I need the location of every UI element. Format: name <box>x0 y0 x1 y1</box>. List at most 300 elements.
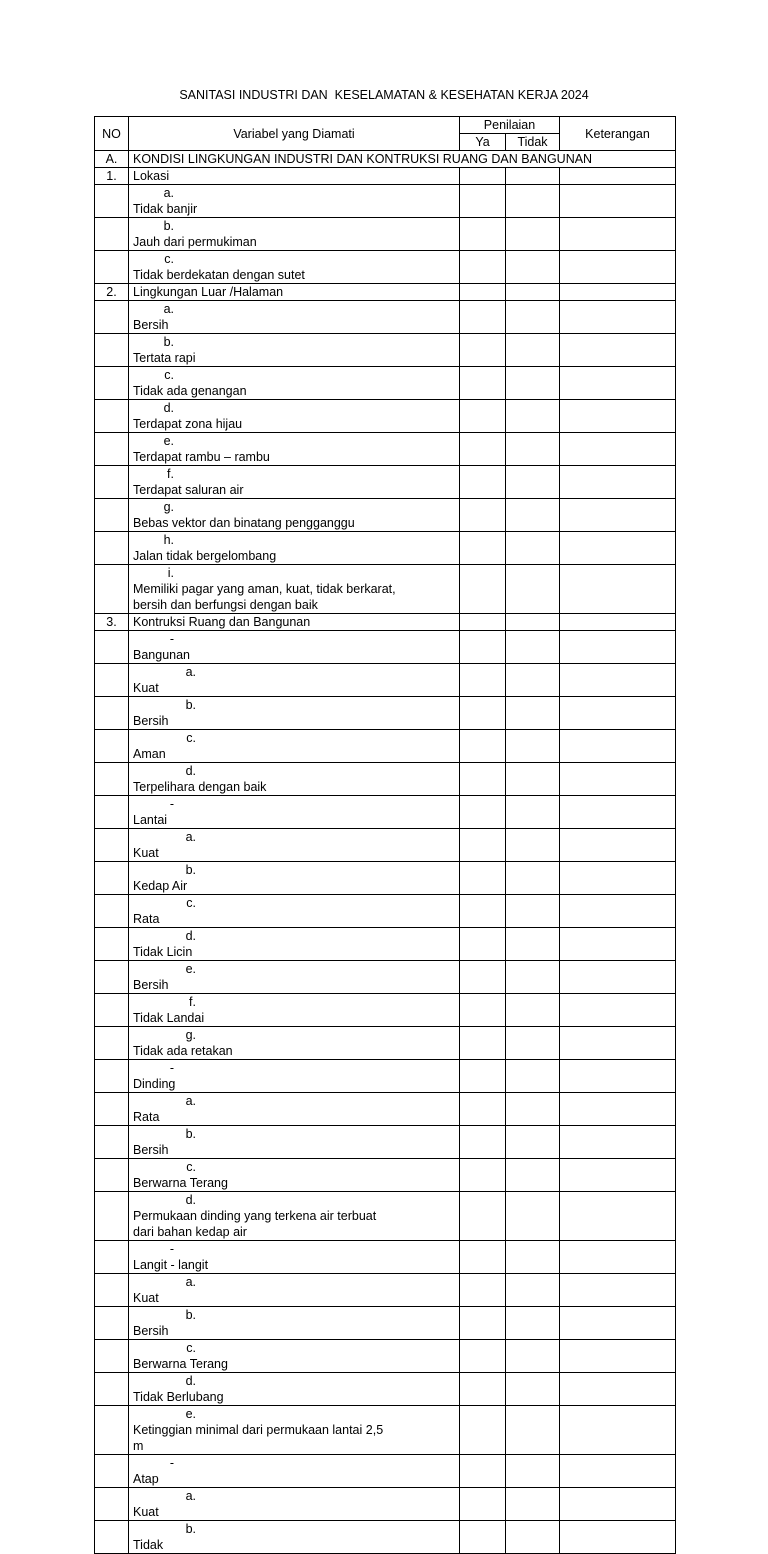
row-number <box>95 218 129 251</box>
table-row <box>95 532 676 565</box>
tidak-cell[interactable] <box>506 664 560 697</box>
keterangan-cell[interactable] <box>560 1521 676 1554</box>
tidak-cell[interactable] <box>506 631 560 664</box>
row-number <box>95 664 129 697</box>
row-number <box>95 565 129 614</box>
checklist-body <box>95 151 676 1554</box>
ya-cell[interactable] <box>460 1406 506 1455</box>
ya-cell[interactable] <box>460 251 506 284</box>
tidak-cell[interactable] <box>506 400 560 433</box>
item-cell <box>129 829 460 862</box>
document-title: SANITASI INDUSTRI DAN KESELAMATAN & KESEHATAN KERJA 2024 <box>179 88 589 102</box>
row-number <box>95 994 129 1027</box>
list-item-text: Rata <box>133 912 160 926</box>
table-row <box>95 301 676 334</box>
list-marker: c. <box>186 896 196 910</box>
ya-cell[interactable] <box>460 1340 506 1373</box>
keterangan-cell[interactable] <box>560 565 676 614</box>
list-marker: c. <box>186 1160 196 1174</box>
keterangan-cell[interactable] <box>560 168 676 185</box>
tidak-cell[interactable] <box>506 763 560 796</box>
ya-cell[interactable] <box>460 1027 506 1060</box>
keterangan-cell[interactable] <box>560 631 676 664</box>
tidak-cell[interactable] <box>506 1027 560 1060</box>
list-item-text: Terdapat zona hijau <box>133 417 243 431</box>
row-number: 1. <box>95 168 129 185</box>
keterangan-cell[interactable] <box>560 466 676 499</box>
table-row <box>95 1406 676 1455</box>
keterangan-cell[interactable] <box>560 928 676 961</box>
tidak-cell[interactable] <box>506 697 560 730</box>
list-item-text: Jauh dari permukiman <box>133 235 257 249</box>
row-number <box>95 1340 129 1373</box>
list-marker: f. <box>167 467 174 481</box>
row-number <box>95 1455 129 1488</box>
row-number: A. <box>95 151 129 168</box>
row-number <box>95 301 129 334</box>
list-marker: - <box>169 797 174 811</box>
table-row <box>95 367 676 400</box>
header-keterangan: Keterangan <box>560 117 676 151</box>
row-number <box>95 697 129 730</box>
list-marker: a. <box>185 665 196 679</box>
ya-cell[interactable] <box>460 433 506 466</box>
item-cell <box>129 928 460 961</box>
list-item-text: Tidak <box>133 1538 164 1552</box>
keterangan-cell[interactable] <box>560 1274 676 1307</box>
item-cell <box>129 400 460 433</box>
keterangan-cell[interactable] <box>560 1373 676 1406</box>
list-marker: b. <box>163 219 174 233</box>
list-marker: b. <box>185 698 196 712</box>
tidak-cell[interactable] <box>506 829 560 862</box>
item-cell <box>129 532 460 565</box>
table-row <box>95 829 676 862</box>
item-cell <box>129 367 460 400</box>
row-number <box>95 185 129 218</box>
list-item-text: Kuat <box>133 1505 159 1519</box>
table-row <box>95 1521 676 1554</box>
keterangan-cell[interactable] <box>560 284 676 301</box>
table-row <box>95 499 676 532</box>
ya-cell[interactable] <box>460 284 506 301</box>
list-item-text: Tertata rapi <box>133 351 196 365</box>
ya-cell[interactable] <box>460 1274 506 1307</box>
tidak-cell[interactable] <box>506 1093 560 1126</box>
table-row <box>95 862 676 895</box>
list-marker: b. <box>185 1522 196 1536</box>
tidak-cell[interactable] <box>506 1521 560 1554</box>
ya-cell[interactable] <box>460 400 506 433</box>
list-item-text: Jalan tidak bergelombang <box>133 549 277 563</box>
item-cell <box>129 1373 460 1406</box>
list-marker: d. <box>185 929 196 943</box>
table-row <box>95 1488 676 1521</box>
tidak-cell[interactable] <box>506 565 560 614</box>
table-row <box>95 1455 676 1488</box>
item-cell <box>129 862 460 895</box>
list-item-text: Tidak Landai <box>133 1011 205 1025</box>
item-cell <box>129 1027 460 1060</box>
table-row <box>95 1192 676 1241</box>
list-item-text: Tidak berdekatan dengan sutet <box>133 268 305 282</box>
ya-cell[interactable] <box>460 1159 506 1192</box>
row-number <box>95 1027 129 1060</box>
list-marker: - <box>169 1242 174 1256</box>
tidak-cell[interactable] <box>506 796 560 829</box>
ya-cell[interactable] <box>460 631 506 664</box>
item-cell <box>129 895 460 928</box>
list-item-text: Terdapat rambu – rambu <box>133 450 270 464</box>
tidak-cell[interactable] <box>506 251 560 284</box>
list-item-text: Kuat <box>133 681 159 695</box>
item-cell <box>129 251 460 284</box>
table-row <box>95 1307 676 1340</box>
keterangan-cell[interactable] <box>560 433 676 466</box>
list-marker: c. <box>186 731 196 745</box>
item-cell <box>129 1126 460 1159</box>
table-row <box>95 151 676 168</box>
table-row <box>95 466 676 499</box>
list-item-text: Memiliki pagar yang aman, kuat, tidak berkarat, bersih dan berfungsi dengan baik <box>133 582 396 612</box>
tidak-cell[interactable] <box>506 499 560 532</box>
list-item-text: Kuat <box>133 1291 159 1305</box>
keterangan-cell[interactable] <box>560 614 676 631</box>
list-marker: b. <box>163 335 174 349</box>
ya-cell[interactable] <box>460 697 506 730</box>
tidak-cell[interactable] <box>506 961 560 994</box>
row-number <box>95 1307 129 1340</box>
tidak-cell[interactable] <box>506 994 560 1027</box>
table-row <box>95 994 676 1027</box>
list-item-text: Dinding <box>133 1077 176 1091</box>
list-marker: c. <box>164 252 174 266</box>
table-row <box>95 614 676 631</box>
ya-cell[interactable] <box>460 928 506 961</box>
ya-cell[interactable] <box>460 1060 506 1093</box>
table-row <box>95 631 676 664</box>
ya-cell[interactable] <box>460 1307 506 1340</box>
row-number: 2. <box>95 284 129 301</box>
ya-cell[interactable] <box>460 1126 506 1159</box>
keterangan-cell[interactable] <box>560 829 676 862</box>
keterangan-cell[interactable] <box>560 499 676 532</box>
list-item-text: Tidak ada genangan <box>133 384 247 398</box>
table-row <box>95 697 676 730</box>
list-item-text: Bersih <box>133 978 169 992</box>
tidak-cell[interactable] <box>506 1307 560 1340</box>
table-row <box>95 334 676 367</box>
keterangan-cell[interactable] <box>560 763 676 796</box>
tidak-cell[interactable] <box>506 1340 560 1373</box>
ya-cell[interactable] <box>460 1192 506 1241</box>
ya-cell[interactable] <box>460 763 506 796</box>
row-number <box>95 862 129 895</box>
keterangan-cell[interactable] <box>560 1307 676 1340</box>
keterangan-cell[interactable] <box>560 961 676 994</box>
tidak-cell[interactable] <box>506 895 560 928</box>
row-number <box>95 763 129 796</box>
table-row <box>95 796 676 829</box>
item-cell <box>129 1192 460 1241</box>
item-cell <box>129 1455 460 1488</box>
row-number <box>95 1093 129 1126</box>
list-item-text: Bersih <box>133 714 169 728</box>
table-row <box>95 218 676 251</box>
list-marker: e. <box>185 1407 196 1421</box>
tidak-cell[interactable] <box>506 1455 560 1488</box>
row-number <box>95 532 129 565</box>
checklist-table <box>94 116 676 1554</box>
item-cell <box>129 961 460 994</box>
row-number <box>95 1192 129 1241</box>
item-cell <box>129 218 460 251</box>
keterangan-cell[interactable] <box>560 334 676 367</box>
header-row <box>95 117 676 134</box>
keterangan-cell[interactable] <box>560 994 676 1027</box>
tidak-cell[interactable] <box>506 284 560 301</box>
ya-cell[interactable] <box>460 895 506 928</box>
keterangan-cell[interactable] <box>560 796 676 829</box>
list-item-text: Aman <box>133 747 166 761</box>
tidak-cell[interactable] <box>506 862 560 895</box>
row-number <box>95 1159 129 1192</box>
list-item-text: Ketinggian minimal dari permukaan lantai 2,5 m <box>133 1423 384 1453</box>
table-row <box>95 433 676 466</box>
table-row <box>95 1159 676 1192</box>
ya-cell[interactable] <box>460 1455 506 1488</box>
ya-cell[interactable] <box>460 614 506 631</box>
keterangan-cell[interactable] <box>560 1126 676 1159</box>
row-number <box>95 1521 129 1554</box>
row-number <box>95 1126 129 1159</box>
item-cell <box>129 1093 460 1126</box>
keterangan-cell[interactable] <box>560 664 676 697</box>
row-number <box>95 499 129 532</box>
keterangan-cell[interactable] <box>560 532 676 565</box>
keterangan-cell[interactable] <box>560 1093 676 1126</box>
keterangan-cell[interactable] <box>560 185 676 218</box>
ya-cell[interactable] <box>460 499 506 532</box>
ya-cell[interactable] <box>460 1488 506 1521</box>
keterangan-cell[interactable] <box>560 367 676 400</box>
ya-cell[interactable] <box>460 565 506 614</box>
ya-cell[interactable] <box>460 334 506 367</box>
list-item-text: Tidak Berlubang <box>133 1390 224 1404</box>
row-number <box>95 433 129 466</box>
ya-cell[interactable] <box>460 1093 506 1126</box>
list-marker: e. <box>185 962 196 976</box>
tidak-cell[interactable] <box>506 1192 560 1241</box>
item-cell <box>129 1241 460 1274</box>
list-marker: a. <box>185 1094 196 1108</box>
tidak-cell[interactable] <box>506 466 560 499</box>
table-row <box>95 928 676 961</box>
tidak-cell[interactable] <box>506 185 560 218</box>
list-item-text: Terpelihara dengan baik <box>133 780 267 794</box>
keterangan-cell[interactable] <box>560 1406 676 1455</box>
list-marker: - <box>169 632 174 646</box>
section-heading: KONDISI LINGKUNGAN INDUSTRI DAN KONTRUKSI RUANG DAN BANGUNAN <box>129 151 676 168</box>
keterangan-cell[interactable] <box>560 1060 676 1093</box>
item-cell <box>129 697 460 730</box>
keterangan-cell[interactable] <box>560 1455 676 1488</box>
list-item-text: Kuat <box>133 846 159 860</box>
keterangan-cell[interactable] <box>560 400 676 433</box>
list-item-text: Kedap Air <box>133 879 188 893</box>
row-number <box>95 895 129 928</box>
tidak-cell[interactable] <box>506 334 560 367</box>
keterangan-cell[interactable] <box>560 1241 676 1274</box>
item-cell <box>129 631 460 664</box>
tidak-cell[interactable] <box>506 614 560 631</box>
tidak-cell[interactable] <box>506 218 560 251</box>
list-marker: - <box>169 1061 174 1075</box>
header-variabel: Variabel yang Diamati <box>129 117 460 151</box>
list-item-text: Bebas vektor dan binatang pengganggu <box>133 516 355 530</box>
ya-cell[interactable] <box>460 994 506 1027</box>
keterangan-cell[interactable] <box>560 1340 676 1373</box>
list-marker: g. <box>163 500 174 514</box>
keterangan-cell[interactable] <box>560 218 676 251</box>
item-cell <box>129 334 460 367</box>
table-row <box>95 251 676 284</box>
row-number <box>95 367 129 400</box>
item-heading: Kontruksi Ruang dan Bangunan <box>129 614 460 631</box>
list-item-text: Lantai <box>133 813 168 827</box>
list-marker: b. <box>185 863 196 877</box>
list-marker: c. <box>164 368 174 382</box>
keterangan-cell[interactable] <box>560 301 676 334</box>
list-marker: a. <box>163 302 174 316</box>
list-marker: a. <box>185 1489 196 1503</box>
keterangan-cell[interactable] <box>560 1488 676 1521</box>
table-row <box>95 1274 676 1307</box>
list-marker: a. <box>185 1275 196 1289</box>
tidak-cell[interactable] <box>506 1060 560 1093</box>
tidak-cell[interactable] <box>506 928 560 961</box>
table-row <box>95 1060 676 1093</box>
item-cell <box>129 1406 460 1455</box>
row-number <box>95 466 129 499</box>
tidak-cell[interactable] <box>506 1488 560 1521</box>
tidak-cell[interactable] <box>506 1241 560 1274</box>
tidak-cell[interactable] <box>506 1159 560 1192</box>
list-marker: f. <box>189 995 196 1009</box>
ya-cell[interactable] <box>460 1241 506 1274</box>
list-marker: e. <box>163 434 174 448</box>
keterangan-cell[interactable] <box>560 251 676 284</box>
ya-cell[interactable] <box>460 185 506 218</box>
table-row <box>95 961 676 994</box>
keterangan-cell[interactable] <box>560 1192 676 1241</box>
list-item-text: Rata <box>133 1110 160 1124</box>
ya-cell[interactable] <box>460 730 506 763</box>
item-cell <box>129 466 460 499</box>
item-heading: Lingkungan Luar /Halaman <box>129 284 460 301</box>
ya-cell[interactable] <box>460 1521 506 1554</box>
tidak-cell[interactable] <box>506 1373 560 1406</box>
item-cell <box>129 994 460 1027</box>
item-cell <box>129 499 460 532</box>
table-row <box>95 1126 676 1159</box>
ya-cell[interactable] <box>460 862 506 895</box>
ya-cell[interactable] <box>460 796 506 829</box>
list-item-text: Langit - langit <box>133 1258 209 1272</box>
row-number <box>95 1373 129 1406</box>
ya-cell[interactable] <box>460 301 506 334</box>
table-row <box>95 400 676 433</box>
list-marker: a. <box>185 830 196 844</box>
list-item-text: Bersih <box>133 1143 169 1157</box>
ya-cell[interactable] <box>460 367 506 400</box>
tidak-cell[interactable] <box>506 1274 560 1307</box>
list-marker: b. <box>185 1308 196 1322</box>
table-row <box>95 185 676 218</box>
row-number <box>95 961 129 994</box>
tidak-cell[interactable] <box>506 532 560 565</box>
tidak-cell[interactable] <box>506 367 560 400</box>
list-item-text: Bersih <box>133 318 169 332</box>
header-tidak: Tidak <box>506 134 560 151</box>
row-number <box>95 1060 129 1093</box>
tidak-cell[interactable] <box>506 730 560 763</box>
ya-cell[interactable] <box>460 532 506 565</box>
keterangan-cell[interactable] <box>560 1027 676 1060</box>
item-cell <box>129 664 460 697</box>
list-marker: a. <box>163 186 174 200</box>
list-item-text: Tidak banjir <box>133 202 198 216</box>
row-number <box>95 1488 129 1521</box>
ya-cell[interactable] <box>460 168 506 185</box>
table-row <box>95 1241 676 1274</box>
keterangan-cell[interactable] <box>560 730 676 763</box>
list-item-text: Permukaan dinding yang terkena air terbuat dari bahan kedap air <box>133 1209 377 1239</box>
ya-cell[interactable] <box>460 664 506 697</box>
table-row <box>95 1027 676 1060</box>
row-number <box>95 829 129 862</box>
row-number <box>95 1406 129 1455</box>
row-number <box>95 730 129 763</box>
tidak-cell[interactable] <box>506 1406 560 1455</box>
keterangan-cell[interactable] <box>560 697 676 730</box>
ya-cell[interactable] <box>460 1373 506 1406</box>
ya-cell[interactable] <box>460 829 506 862</box>
item-cell <box>129 1274 460 1307</box>
list-item-text: Tidak ada retakan <box>133 1044 233 1058</box>
row-number <box>95 400 129 433</box>
table-row <box>95 1093 676 1126</box>
item-cell <box>129 1307 460 1340</box>
keterangan-cell[interactable] <box>560 1159 676 1192</box>
ya-cell[interactable] <box>460 961 506 994</box>
ya-cell[interactable] <box>460 218 506 251</box>
row-number <box>95 334 129 367</box>
header-penilaian: Penilaian <box>460 117 560 134</box>
tidak-cell[interactable] <box>506 1126 560 1159</box>
keterangan-cell[interactable] <box>560 862 676 895</box>
header-no: NO <box>95 117 129 151</box>
item-cell <box>129 1521 460 1554</box>
keterangan-cell[interactable] <box>560 895 676 928</box>
list-marker: i. <box>167 566 174 580</box>
tidak-cell[interactable] <box>506 301 560 334</box>
ya-cell[interactable] <box>460 466 506 499</box>
table-row <box>95 1340 676 1373</box>
list-marker: d. <box>185 1374 196 1388</box>
tidak-cell[interactable] <box>506 168 560 185</box>
tidak-cell[interactable] <box>506 433 560 466</box>
